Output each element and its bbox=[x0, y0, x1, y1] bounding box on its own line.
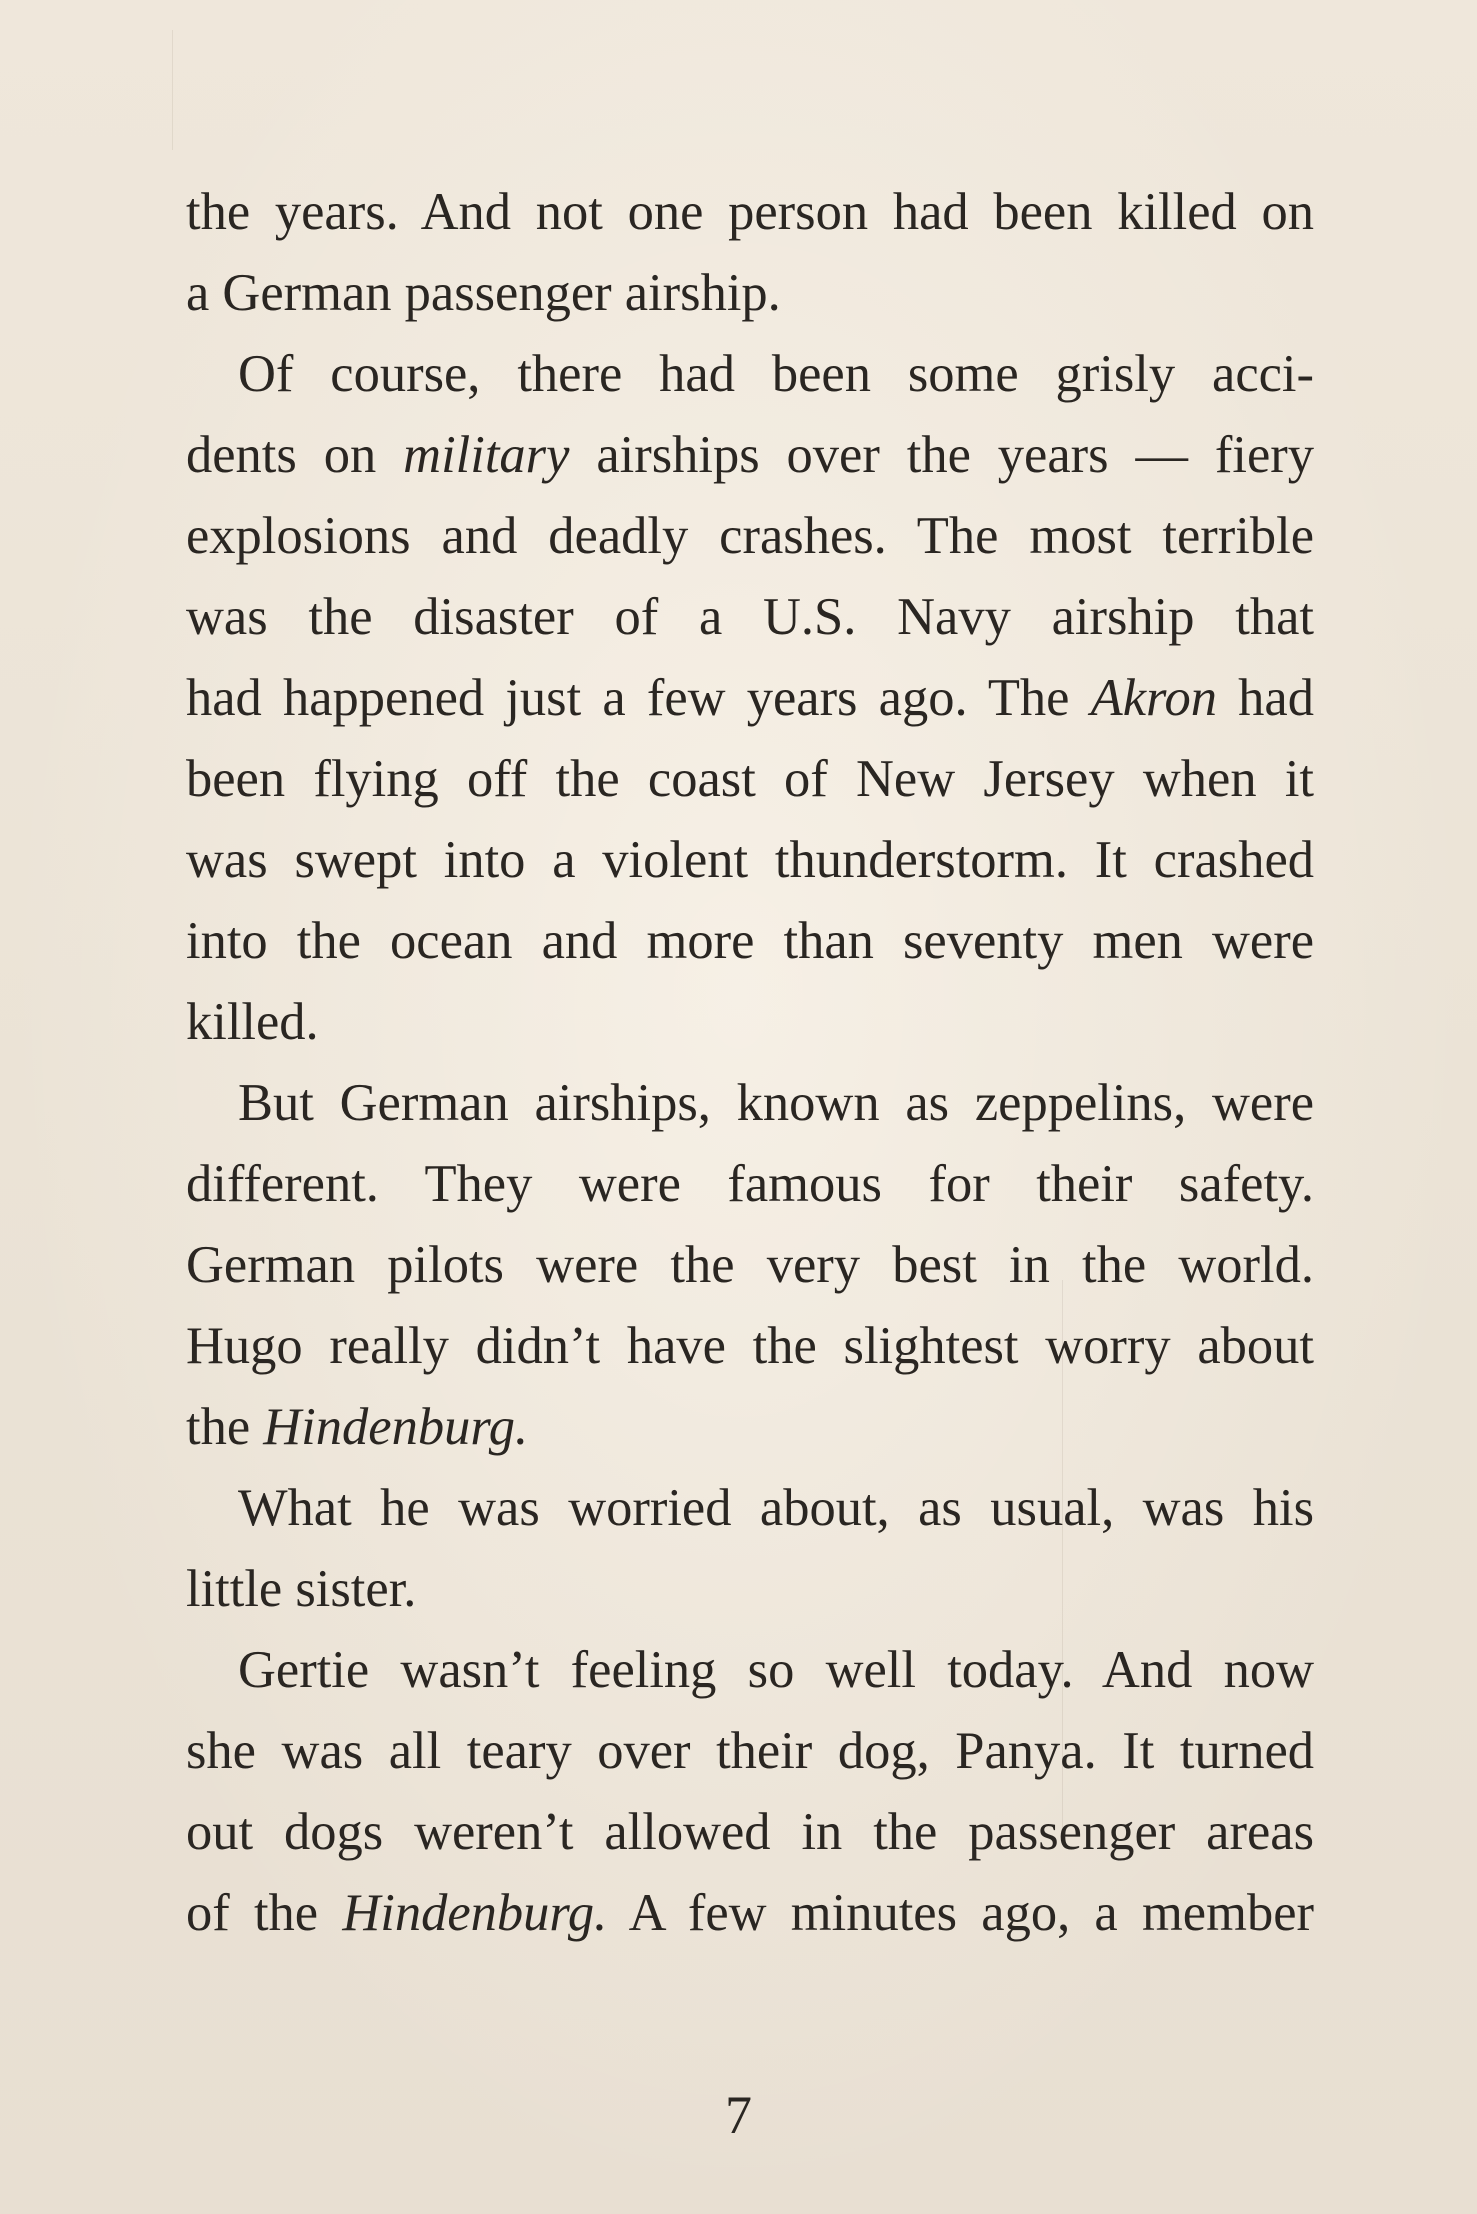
text-line bbox=[186, 334, 1314, 415]
text-run: of the bbox=[186, 1884, 343, 1942]
text-run: explosions and deadly crashes. The most terrible bbox=[186, 507, 1314, 565]
text-line bbox=[186, 253, 1314, 334]
text-run: into the ocean and more than seventy men were bbox=[186, 912, 1314, 970]
text-line bbox=[186, 1711, 1314, 1792]
text-line bbox=[186, 496, 1314, 577]
text-run: Of course, there had been some grisly acci- bbox=[238, 345, 1314, 403]
italic-text: Hindenburg. bbox=[263, 1398, 529, 1456]
text-run: little sister. bbox=[186, 1560, 417, 1618]
text-line bbox=[186, 1792, 1314, 1873]
text-line bbox=[186, 577, 1314, 658]
text-line bbox=[186, 1225, 1314, 1306]
text-line bbox=[186, 1387, 1314, 1468]
text-line bbox=[186, 1630, 1314, 1711]
italic-text: military bbox=[403, 426, 570, 484]
text-run: German pilots were the very best in the world. bbox=[186, 1236, 1314, 1294]
text-line bbox=[186, 1144, 1314, 1225]
text-run: Gertie wasn’t feeling so well today. And now bbox=[238, 1641, 1314, 1699]
text-line bbox=[186, 1306, 1314, 1387]
text-run: had happened just a few years ago. The bbox=[186, 669, 1091, 727]
text-run: she was all teary over their dog, Panya. It turned bbox=[186, 1722, 1314, 1780]
text-run: the bbox=[186, 1398, 264, 1456]
text-run: was the disaster of a U.S. Navy airship that bbox=[186, 588, 1314, 646]
text-run: A few minutes ago, a member bbox=[607, 1884, 1314, 1942]
text-line bbox=[186, 172, 1314, 253]
text-run: killed. bbox=[186, 993, 319, 1051]
text-run: the years. And not one person had been killed on bbox=[186, 183, 1314, 241]
text-run: airships over the years — fiery bbox=[569, 426, 1314, 484]
text-line bbox=[186, 1549, 1314, 1630]
page-crease bbox=[172, 30, 173, 150]
text-line bbox=[186, 1873, 1314, 1954]
italic-text: Hindenburg. bbox=[342, 1884, 608, 1942]
text-run: was swept into a violent thunderstorm. It crashed bbox=[186, 831, 1314, 889]
text-run: But German airships, known as zeppelins, were bbox=[238, 1074, 1314, 1132]
text-line bbox=[186, 1468, 1314, 1549]
italic-text: Akron bbox=[1090, 669, 1217, 727]
text-line bbox=[186, 739, 1314, 820]
text-line bbox=[186, 982, 1314, 1063]
text-run: Hugo really didn’t have the slightest worry about bbox=[186, 1317, 1314, 1375]
text-run: had bbox=[1217, 669, 1314, 727]
text-run: dents on bbox=[186, 426, 404, 484]
page-number: 7 bbox=[725, 2085, 752, 2145]
text-line bbox=[186, 658, 1314, 739]
text-line bbox=[186, 415, 1314, 496]
text-run: been flying off the coast of New Jersey when it bbox=[186, 750, 1314, 808]
text-run: a German passenger airship. bbox=[186, 264, 781, 322]
body-text bbox=[186, 172, 1314, 1954]
text-run: out dogs weren’t allowed in the passenger areas bbox=[186, 1803, 1314, 1861]
text-line bbox=[186, 1063, 1314, 1144]
text-run: What he was worried about, as usual, was his bbox=[238, 1479, 1314, 1537]
text-run: different. They were famous for their safety. bbox=[186, 1155, 1314, 1213]
text-line bbox=[186, 901, 1314, 982]
text-line bbox=[186, 820, 1314, 901]
